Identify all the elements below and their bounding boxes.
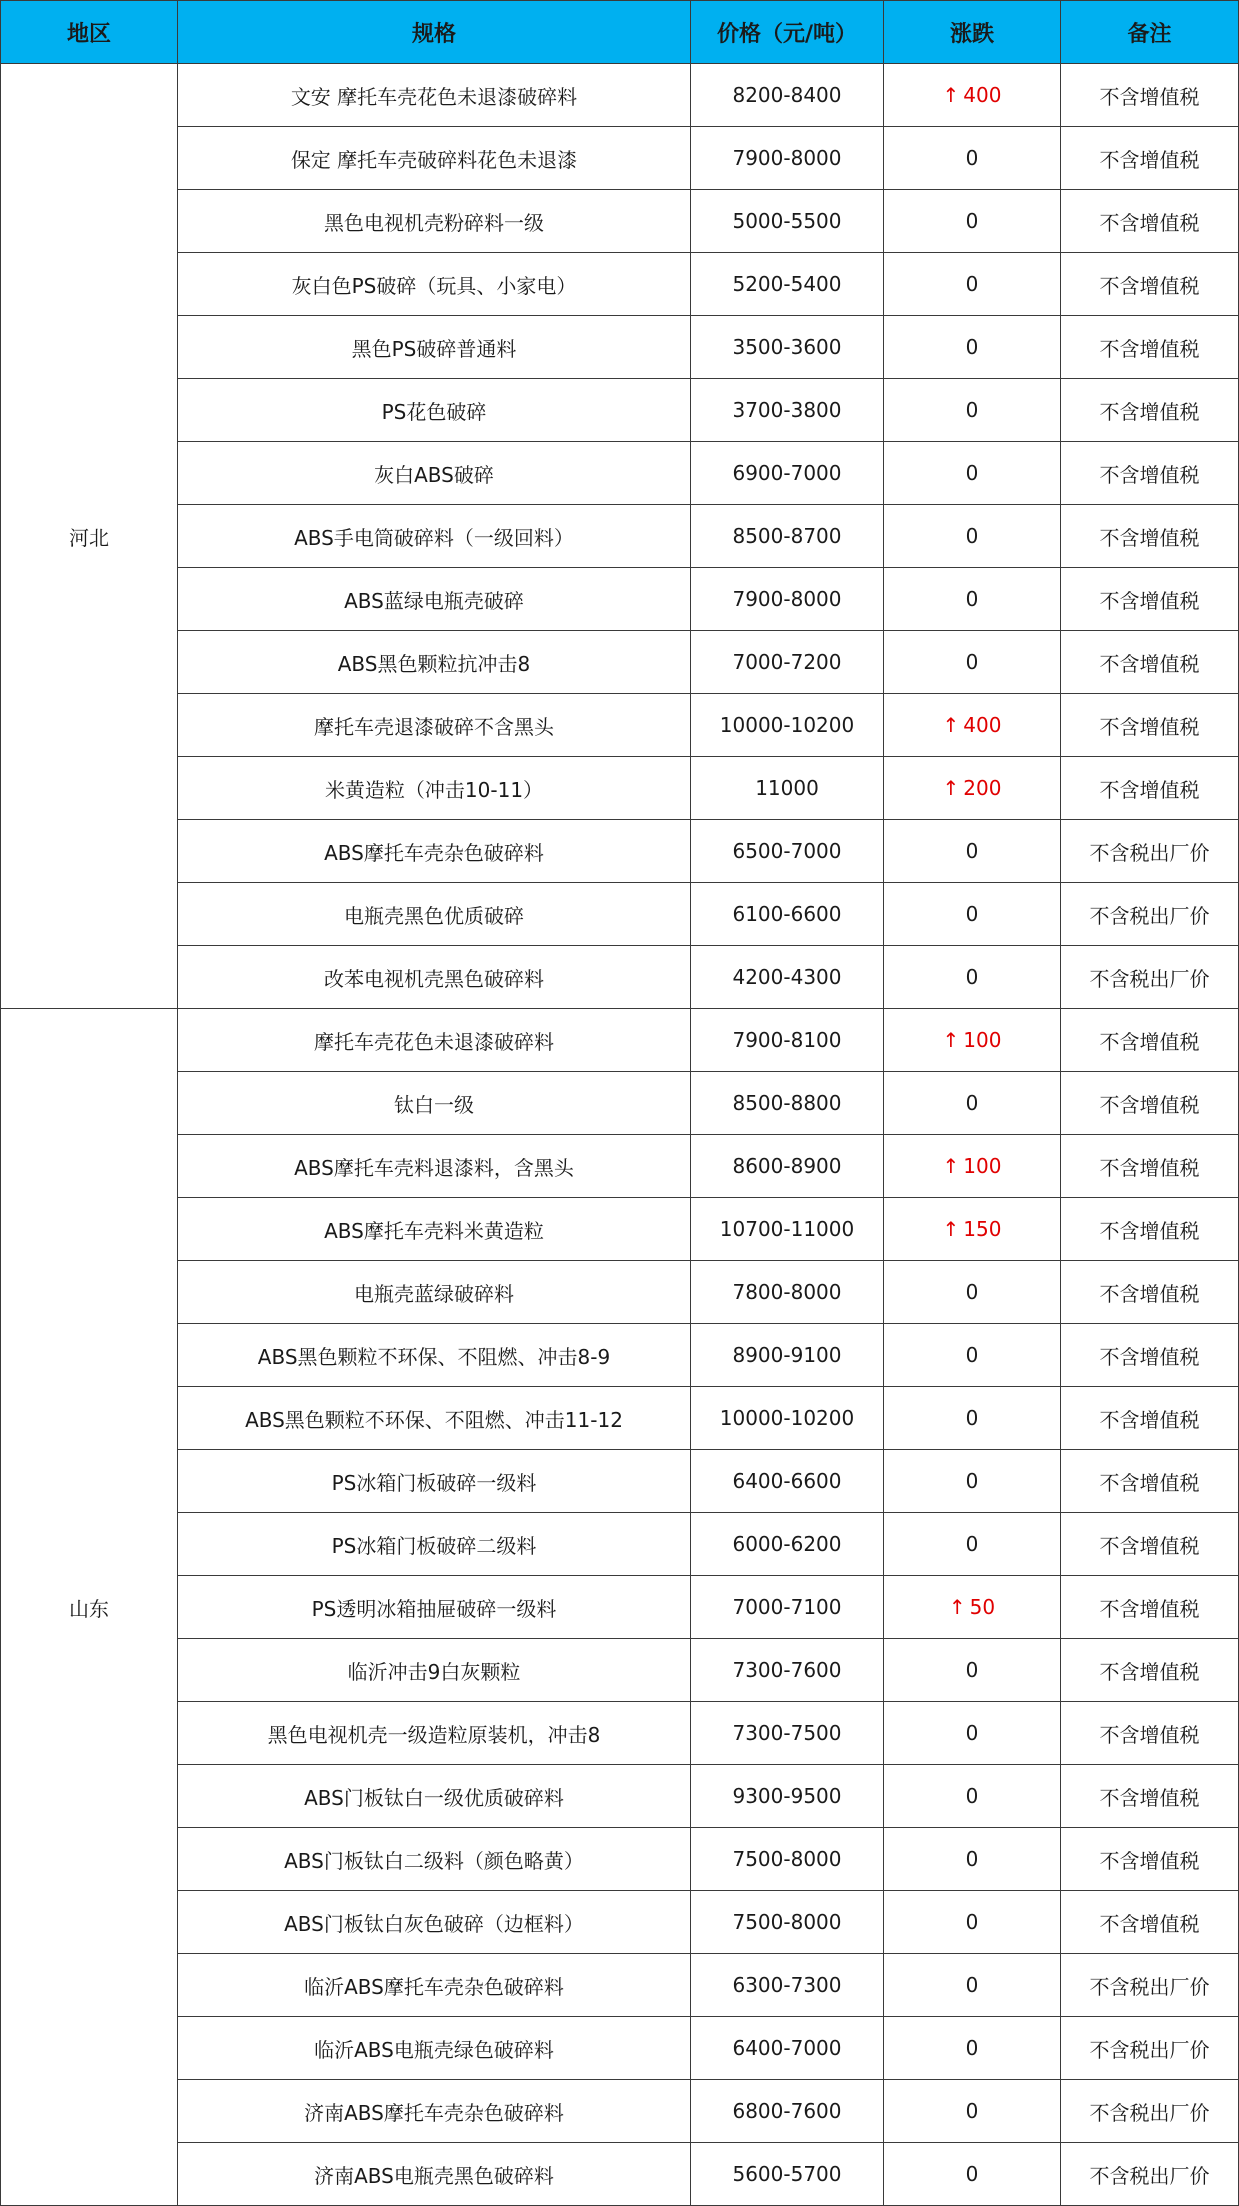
header-change: 涨跌 bbox=[884, 1, 1061, 64]
table-row bbox=[1, 379, 1239, 442]
spec-cell: 临沂ABS摩托车壳杂色破碎料 bbox=[178, 1954, 691, 2017]
change-cell bbox=[884, 2143, 1061, 2206]
up-arrow-icon: ↑ bbox=[942, 1028, 960, 1052]
change-value: 0 bbox=[965, 398, 979, 422]
change-cell bbox=[884, 1261, 1061, 1324]
header-note: 备注 bbox=[1061, 1, 1239, 64]
change-cell bbox=[884, 2080, 1061, 2143]
change-cell bbox=[884, 946, 1061, 1009]
change-cell bbox=[884, 1954, 1061, 2017]
table-row bbox=[1, 883, 1239, 946]
note-cell: 不含增值税 bbox=[1061, 1324, 1239, 1387]
table-row bbox=[1, 127, 1239, 190]
change-value: 0 bbox=[965, 650, 979, 674]
note-cell: 不含增值税 bbox=[1061, 1072, 1239, 1135]
table-row bbox=[1, 1009, 1239, 1072]
change-cell bbox=[884, 1135, 1061, 1198]
up-arrow-icon: ↑ bbox=[942, 83, 960, 107]
price-cell: 6500-7000 bbox=[691, 820, 884, 883]
note-cell: 不含税出厂价 bbox=[1061, 883, 1239, 946]
note-cell: 不含增值税 bbox=[1061, 442, 1239, 505]
up-arrow-icon: ↑ bbox=[942, 776, 960, 800]
change-cell bbox=[884, 757, 1061, 820]
change-cell bbox=[884, 1765, 1061, 1828]
note-cell: 不含增值税 bbox=[1061, 1513, 1239, 1576]
note-cell: 不含增值税 bbox=[1061, 1576, 1239, 1639]
spec-cell: ABS手电筒破碎料（一级回料） bbox=[178, 505, 691, 568]
region-cell: 山东 bbox=[1, 1009, 178, 2206]
table-row bbox=[1, 631, 1239, 694]
table-row bbox=[1, 1513, 1239, 1576]
note-cell: 不含税出厂价 bbox=[1061, 946, 1239, 1009]
change-value: 0 bbox=[965, 209, 979, 233]
change-cell bbox=[884, 2017, 1061, 2080]
note-cell: 不含增值税 bbox=[1061, 631, 1239, 694]
spec-cell: PS透明冰箱抽屉破碎一级料 bbox=[178, 1576, 691, 1639]
note-cell: 不含增值税 bbox=[1061, 1639, 1239, 1702]
change-cell bbox=[884, 1702, 1061, 1765]
note-cell: 不含增值税 bbox=[1061, 568, 1239, 631]
price-cell: 5200-5400 bbox=[691, 253, 884, 316]
spec-cell: 黑色电视机壳粉碎料一级 bbox=[178, 190, 691, 253]
change-cell bbox=[884, 1891, 1061, 1954]
table-row bbox=[1, 1135, 1239, 1198]
table-row bbox=[1, 1576, 1239, 1639]
change-value: 0 bbox=[965, 1910, 979, 1934]
change-cell bbox=[884, 1198, 1061, 1261]
note-cell: 不含税出厂价 bbox=[1061, 2017, 1239, 2080]
price-cell: 7300-7600 bbox=[691, 1639, 884, 1702]
change-value: 0 bbox=[965, 1469, 979, 1493]
note-cell: 不含税出厂价 bbox=[1061, 1954, 1239, 2017]
price-cell: 3500-3600 bbox=[691, 316, 884, 379]
region-cell: 河北 bbox=[1, 64, 178, 1009]
note-cell: 不含增值税 bbox=[1061, 64, 1239, 127]
change-cell bbox=[884, 1450, 1061, 1513]
spec-cell: ABS黑色颗粒抗冲击8 bbox=[178, 631, 691, 694]
table-row bbox=[1, 64, 1239, 127]
change-cell bbox=[884, 1576, 1061, 1639]
note-cell: 不含增值税 bbox=[1061, 1702, 1239, 1765]
header-row bbox=[1, 1, 1239, 64]
change-cell bbox=[884, 694, 1061, 757]
change-value: 0 bbox=[965, 1847, 979, 1871]
change-value: 0 bbox=[965, 461, 979, 485]
table-row bbox=[1, 1954, 1239, 2017]
table-row bbox=[1, 1072, 1239, 1135]
change-cell bbox=[884, 1324, 1061, 1387]
table-row bbox=[1, 1261, 1239, 1324]
change-value: 0 bbox=[965, 1973, 979, 1997]
note-cell: 不含增值税 bbox=[1061, 1387, 1239, 1450]
change-value: 400 bbox=[963, 713, 1002, 737]
change-cell bbox=[884, 1072, 1061, 1135]
table-row bbox=[1, 2143, 1239, 2206]
table-row bbox=[1, 253, 1239, 316]
change-value: 0 bbox=[965, 1532, 979, 1556]
note-cell: 不含增值税 bbox=[1061, 694, 1239, 757]
spec-cell: 临沂ABS电瓶壳绿色破碎料 bbox=[178, 2017, 691, 2080]
price-cell: 7000-7200 bbox=[691, 631, 884, 694]
table-row bbox=[1, 1450, 1239, 1513]
spec-cell: ABS蓝绿电瓶壳破碎 bbox=[178, 568, 691, 631]
change-cell bbox=[884, 883, 1061, 946]
spec-cell: ABS摩托车壳料退漆料，含黑头 bbox=[178, 1135, 691, 1198]
change-value: 0 bbox=[965, 335, 979, 359]
spec-cell: 灰白色PS破碎（玩具、小家电） bbox=[178, 253, 691, 316]
change-value: 0 bbox=[965, 1280, 979, 1304]
spec-cell: ABS门板钛白灰色破碎（边框料） bbox=[178, 1891, 691, 1954]
table-row bbox=[1, 505, 1239, 568]
change-cell bbox=[884, 505, 1061, 568]
change-value: 0 bbox=[965, 587, 979, 611]
price-cell: 6400-6600 bbox=[691, 1450, 884, 1513]
spec-cell: PS冰箱门板破碎二级料 bbox=[178, 1513, 691, 1576]
spec-cell: ABS摩托车壳杂色破碎料 bbox=[178, 820, 691, 883]
price-cell: 4200-4300 bbox=[691, 946, 884, 1009]
change-cell bbox=[884, 64, 1061, 127]
spec-cell: 米黄造粒（冲击10-11） bbox=[178, 757, 691, 820]
price-cell: 6900-7000 bbox=[691, 442, 884, 505]
change-cell bbox=[884, 1387, 1061, 1450]
change-cell bbox=[884, 568, 1061, 631]
spec-cell: ABS黑色颗粒不环保、不阻燃、冲击11-12 bbox=[178, 1387, 691, 1450]
spec-cell: 黑色PS破碎普通料 bbox=[178, 316, 691, 379]
change-value: 150 bbox=[963, 1217, 1002, 1241]
note-cell: 不含税出厂价 bbox=[1061, 820, 1239, 883]
price-cell: 7500-8000 bbox=[691, 1891, 884, 1954]
change-value: 0 bbox=[965, 1091, 979, 1115]
spec-cell: PS花色破碎 bbox=[178, 379, 691, 442]
price-cell: 7900-8000 bbox=[691, 127, 884, 190]
table-row bbox=[1, 442, 1239, 505]
change-value: 0 bbox=[965, 1406, 979, 1430]
up-arrow-icon: ↑ bbox=[948, 1595, 966, 1619]
table-row bbox=[1, 1828, 1239, 1891]
spec-cell: 电瓶壳黑色优质破碎 bbox=[178, 883, 691, 946]
change-cell bbox=[884, 190, 1061, 253]
change-value: 0 bbox=[965, 524, 979, 548]
up-arrow-icon: ↑ bbox=[942, 1217, 960, 1241]
price-cell: 8600-8900 bbox=[691, 1135, 884, 1198]
note-cell: 不含增值税 bbox=[1061, 1009, 1239, 1072]
table-row bbox=[1, 1324, 1239, 1387]
table-row bbox=[1, 1891, 1239, 1954]
table-header bbox=[1, 1, 1239, 64]
price-cell: 6800-7600 bbox=[691, 2080, 884, 2143]
change-cell bbox=[884, 631, 1061, 694]
note-cell: 不含增值税 bbox=[1061, 1198, 1239, 1261]
spec-cell: 改苯电视机壳黑色破碎料 bbox=[178, 946, 691, 1009]
note-cell: 不含增值税 bbox=[1061, 1765, 1239, 1828]
spec-cell: 临沂冲击9白灰颗粒 bbox=[178, 1639, 691, 1702]
change-cell bbox=[884, 316, 1061, 379]
note-cell: 不含增值税 bbox=[1061, 757, 1239, 820]
change-value: 0 bbox=[965, 902, 979, 926]
header-price: 价格（元/吨） bbox=[691, 1, 884, 64]
spec-cell: 灰白ABS破碎 bbox=[178, 442, 691, 505]
table-row bbox=[1, 2080, 1239, 2143]
price-cell: 5600-5700 bbox=[691, 2143, 884, 2206]
spec-cell: 文安 摩托车壳花色未退漆破碎料 bbox=[178, 64, 691, 127]
spec-cell: 济南ABS电瓶壳黑色破碎料 bbox=[178, 2143, 691, 2206]
table-row bbox=[1, 694, 1239, 757]
spec-cell: 钛白一级 bbox=[178, 1072, 691, 1135]
price-cell: 10000-10200 bbox=[691, 1387, 884, 1450]
change-value: 0 bbox=[965, 146, 979, 170]
change-value: 0 bbox=[965, 1658, 979, 1682]
note-cell: 不含增值税 bbox=[1061, 1450, 1239, 1513]
table-row bbox=[1, 1765, 1239, 1828]
note-cell: 不含增值税 bbox=[1061, 505, 1239, 568]
header-region: 地区 bbox=[1, 1, 178, 64]
price-cell: 7000-7100 bbox=[691, 1576, 884, 1639]
change-value: 0 bbox=[965, 965, 979, 989]
table-row bbox=[1, 2017, 1239, 2080]
table-row bbox=[1, 190, 1239, 253]
change-value: 100 bbox=[963, 1154, 1002, 1178]
price-cell: 8200-8400 bbox=[691, 64, 884, 127]
note-cell: 不含增值税 bbox=[1061, 1135, 1239, 1198]
spec-cell: 济南ABS摩托车壳杂色破碎料 bbox=[178, 2080, 691, 2143]
change-value: 400 bbox=[963, 83, 1002, 107]
table-row bbox=[1, 1639, 1239, 1702]
change-value: 100 bbox=[963, 1028, 1002, 1052]
table-row bbox=[1, 946, 1239, 1009]
price-cell: 8900-9100 bbox=[691, 1324, 884, 1387]
change-value: 50 bbox=[969, 1595, 996, 1619]
table-row bbox=[1, 316, 1239, 379]
table-row bbox=[1, 757, 1239, 820]
price-cell: 3700-3800 bbox=[691, 379, 884, 442]
price-cell: 8500-8800 bbox=[691, 1072, 884, 1135]
note-cell: 不含增值税 bbox=[1061, 316, 1239, 379]
note-cell: 不含增值税 bbox=[1061, 190, 1239, 253]
note-cell: 不含增值税 bbox=[1061, 253, 1239, 316]
change-value: 0 bbox=[965, 1721, 979, 1745]
price-cell: 6100-6600 bbox=[691, 883, 884, 946]
note-cell: 不含增值税 bbox=[1061, 1891, 1239, 1954]
table-row bbox=[1, 1702, 1239, 1765]
table-body bbox=[1, 64, 1239, 2206]
price-cell: 6000-6200 bbox=[691, 1513, 884, 1576]
change-value: 0 bbox=[965, 2036, 979, 2060]
change-cell bbox=[884, 379, 1061, 442]
change-cell bbox=[884, 1639, 1061, 1702]
spec-cell: 摩托车壳花色未退漆破碎料 bbox=[178, 1009, 691, 1072]
price-cell: 7900-8100 bbox=[691, 1009, 884, 1072]
price-cell: 10700-11000 bbox=[691, 1198, 884, 1261]
table-row bbox=[1, 820, 1239, 883]
change-cell bbox=[884, 253, 1061, 316]
up-arrow-icon: ↑ bbox=[942, 713, 960, 737]
price-cell: 7300-7500 bbox=[691, 1702, 884, 1765]
change-value: 0 bbox=[965, 839, 979, 863]
change-value: 0 bbox=[965, 2099, 979, 2123]
spec-cell: ABS摩托车壳料米黄造粒 bbox=[178, 1198, 691, 1261]
note-cell: 不含税出厂价 bbox=[1061, 2143, 1239, 2206]
up-arrow-icon: ↑ bbox=[942, 1154, 960, 1178]
spec-cell: 黑色电视机壳一级造粒原装机，冲击8 bbox=[178, 1702, 691, 1765]
note-cell: 不含增值税 bbox=[1061, 127, 1239, 190]
note-cell: 不含增值税 bbox=[1061, 1828, 1239, 1891]
price-cell: 6400-7000 bbox=[691, 2017, 884, 2080]
price-cell: 6300-7300 bbox=[691, 1954, 884, 2017]
change-cell bbox=[884, 1828, 1061, 1891]
table-row bbox=[1, 1387, 1239, 1450]
price-cell: 5000-5500 bbox=[691, 190, 884, 253]
header-spec: 规格 bbox=[178, 1, 691, 64]
spec-cell: ABS门板钛白二级料（颜色略黄） bbox=[178, 1828, 691, 1891]
spec-cell: 电瓶壳蓝绿破碎料 bbox=[178, 1261, 691, 1324]
change-cell bbox=[884, 442, 1061, 505]
change-value: 200 bbox=[963, 776, 1002, 800]
table-row bbox=[1, 1198, 1239, 1261]
change-cell bbox=[884, 127, 1061, 190]
price-cell: 7900-8000 bbox=[691, 568, 884, 631]
note-cell: 不含税出厂价 bbox=[1061, 2080, 1239, 2143]
change-cell bbox=[884, 1009, 1061, 1072]
table-row bbox=[1, 568, 1239, 631]
price-cell: 8500-8700 bbox=[691, 505, 884, 568]
price-cell: 10000-10200 bbox=[691, 694, 884, 757]
price-cell: 7500-8000 bbox=[691, 1828, 884, 1891]
spec-cell: ABS黑色颗粒不环保、不阻燃、冲击8-9 bbox=[178, 1324, 691, 1387]
spec-cell: ABS门板钛白一级优质破碎料 bbox=[178, 1765, 691, 1828]
change-value: 0 bbox=[965, 272, 979, 296]
spec-cell: PS冰箱门板破碎一级料 bbox=[178, 1450, 691, 1513]
change-cell bbox=[884, 820, 1061, 883]
change-value: 0 bbox=[965, 2162, 979, 2186]
spec-cell: 摩托车壳退漆破碎不含黑头 bbox=[178, 694, 691, 757]
price-cell: 9300-9500 bbox=[691, 1765, 884, 1828]
note-cell: 不含增值税 bbox=[1061, 1261, 1239, 1324]
price-cell: 7800-8000 bbox=[691, 1261, 884, 1324]
change-cell bbox=[884, 1513, 1061, 1576]
change-value: 0 bbox=[965, 1343, 979, 1367]
price-cell: 11000 bbox=[691, 757, 884, 820]
note-cell: 不含增值税 bbox=[1061, 379, 1239, 442]
change-value: 0 bbox=[965, 1784, 979, 1808]
spec-cell: 保定 摩托车壳破碎料花色未退漆 bbox=[178, 127, 691, 190]
